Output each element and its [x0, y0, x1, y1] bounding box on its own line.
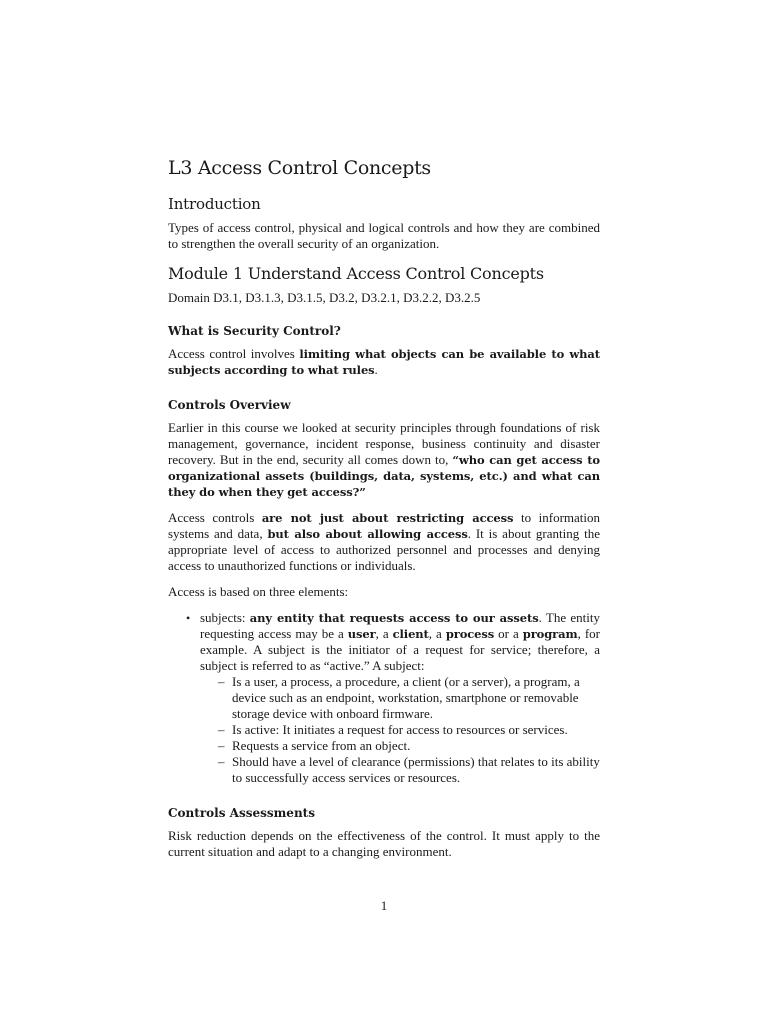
text-run: or a [494, 626, 523, 641]
document-title: L3 Access Control Concepts [168, 157, 431, 179]
sub-list-item [218, 722, 600, 738]
text-run: . [374, 362, 378, 377]
module-heading: Module 1 Understand Access Control Concepts [168, 264, 544, 283]
security-control-heading: What is Security Control? [168, 324, 341, 338]
sub-item-text: Is active: It initiates a request for access to resources or services. [232, 722, 568, 737]
text-run: to information systems and data, [168, 510, 601, 541]
text-run: Earlier in this course we looked at security principles through foundations of risk management, governance, incident response, business continuity and disaster recovery. But in the end, security all comes down to, [168, 420, 600, 467]
bold-phrase: limiting what objects can be available to what subjects according to what rules [168, 347, 600, 377]
text-run: subjects: [200, 610, 250, 625]
elements-list [168, 610, 600, 786]
bold-phrase: user [347, 627, 376, 641]
text-run: , a [375, 626, 393, 641]
sub-item-text: Requests a service from an object. [232, 738, 411, 753]
bold-phrase: are not just about restricting access [261, 511, 514, 525]
bullet-mark: • [186, 611, 191, 625]
security-control-paragraph [168, 346, 600, 378]
bold-phrase: but also about allowing access [267, 527, 468, 541]
text-run: . The entity requesting access may be a [200, 610, 600, 641]
controls-assessments-heading: Controls Assessments [168, 806, 315, 820]
domain-line: Domain D3.1, D3.1.3, D3.1.5, D3.2, D3.2.1, D3.2.2, D3.2.5 [168, 290, 481, 305]
dash-mark: – [218, 722, 225, 737]
bold-phrase: any entity that requests access to our assets [249, 611, 539, 625]
bold-phrase: “who can get access to organizational assets (buildings, data, systems, etc.) and what can they do when they get access?” [168, 453, 600, 499]
bold-phrase: client [392, 627, 429, 641]
bold-phrase: process [445, 627, 495, 641]
introduction-paragraph: Types of access control, physical and logical controls and how they are combined to strengthen the overall security of an organization. [168, 220, 600, 251]
document-page [168, 150, 600, 870]
introduction-heading: Introduction [168, 195, 261, 213]
subject-sublist [200, 674, 600, 786]
dash-mark: – [218, 738, 225, 753]
sub-list-item [218, 674, 600, 722]
text-run: Access control involves [168, 346, 300, 361]
text-run: Access controls [168, 510, 262, 525]
sub-item-text: Is a user, a process, a procedure, a client (or a server), a program, a device such as an endpoint, workstation, smartphone or removable storage device with onboard firmware. [232, 674, 580, 721]
dash-mark: – [218, 754, 225, 769]
page-number: 1 [380, 898, 388, 913]
sub-list-item [218, 738, 600, 754]
overview-paragraph-2 [168, 510, 600, 574]
overview-paragraph-1 [168, 420, 600, 500]
assessments-paragraph: Risk reduction depends on the effectiveness of the control. It must apply to the current situation and adapt to a changing environment. [168, 828, 600, 859]
overview-paragraph-3: Access is based on three elements: [168, 584, 349, 599]
bold-phrase: program [522, 627, 578, 641]
text-run: . It is about granting the appropriate level of access to authorized personnel and processes and denying access to unauthorized functions or individuals. [168, 526, 601, 573]
sub-list-item [218, 754, 600, 786]
sub-item-text: Should have a level of clearance (permissions) that relates to its ability to successfully access services or resources. [232, 754, 600, 785]
list-item [186, 610, 600, 786]
dash-mark: – [218, 674, 225, 689]
text-run: , a [428, 626, 446, 641]
controls-overview-heading: Controls Overview [168, 398, 291, 412]
text-run: , for example. A subject is the initiator of a request for service; therefore, a subject is referred to as “active.” A subject: [200, 626, 600, 673]
